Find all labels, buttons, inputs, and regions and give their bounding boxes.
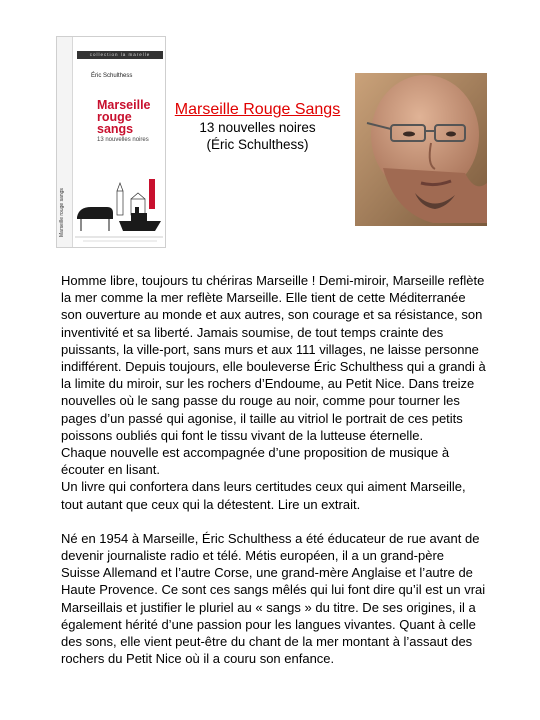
description-paragraph-3: Un livre qui confortera dans leurs certitudes ceux qui aiment Marseille, tout autant que ceux qui la détestent. Lire un extrait.: [61, 479, 466, 512]
description-paragraph-2: Chaque nouvelle est accompagnée d’une proposition de musique à écouter en lisant.: [61, 445, 450, 478]
author-portrait-photo: [355, 73, 487, 226]
cover-title-line-3: sangs: [97, 122, 134, 136]
author-biography: Né en 1954 à Marseille, Éric Schulthess a été éducateur de rue avant de devenir journaliste radio et télé. Métis européen, il a un grand-père Suisse Allemand et l’autre Corse, une grand-mère Anglaise et l’autre de Haute Provence. Ce sont ces sangs mêlés qui lui font dire qu’il est un vrai Marseillais et justifier le pluriel au « sangs » du titre. De ses origines, il a également hérité d’une passion pour les langues vivantes. Quant à celle des sons, elle vient peut-être du chant de la mer montant à l’assaut des rochers du Petit Nice où il a couru son enfance.: [61, 530, 486, 667]
cover-city-illustration: [73, 177, 165, 248]
cover-title: [97, 99, 166, 135]
book-title-link[interactable]: Marseille Rouge Sangs: [174, 101, 341, 118]
book-subtitle: 13 nouvelles noires: [199, 120, 316, 135]
paragraph-spacer: [61, 513, 486, 530]
cover-title-line-1: Marseille: [97, 98, 151, 112]
cover-spine: [57, 37, 73, 247]
description-paragraph-1: Homme libre, toujours tu chériras Marseille ! Demi-miroir, Marseille reflète la mer comme la mer reflète Marseille. Elle tient de cette Méditerranée son ouverture au monde et aux autres, son courage et sa résistance, son inventivité et sa liberté. Jamais soumise, de tout temps crainte des puissants, la ville-port, sans murs et aux 111 villages, ne laisse personne indifférent. Depuis toujours, elle bouleverse Éric Schulthess qui a grandi à la limite du miroir, sur les rochers d’Endoume, au Petit Nice. Dans treize nouvelles où le sang passe du rouge au noir, comme pour tourner les pages d’un passé qui agonise, il taille au vitriol le portrait de ces petits poissons oubliés qui font le tissu vivant de la lutteuse éternelle.: [61, 273, 486, 443]
book-author: (Éric Schulthess): [206, 137, 309, 152]
cover-title-line-2: rouge: [97, 110, 132, 124]
book-cover-image[interactable]: [56, 36, 166, 248]
cover-collection-banner: collection la marelle: [77, 51, 163, 59]
cover-spine-text: Marseille rouge sangs: [59, 188, 65, 237]
cover-author: Éric Schulthess: [91, 73, 133, 79]
book-title-block: [170, 100, 345, 153]
book-description: [61, 272, 486, 667]
cover-subtitle: 13 nouvelles noires: [97, 137, 149, 143]
